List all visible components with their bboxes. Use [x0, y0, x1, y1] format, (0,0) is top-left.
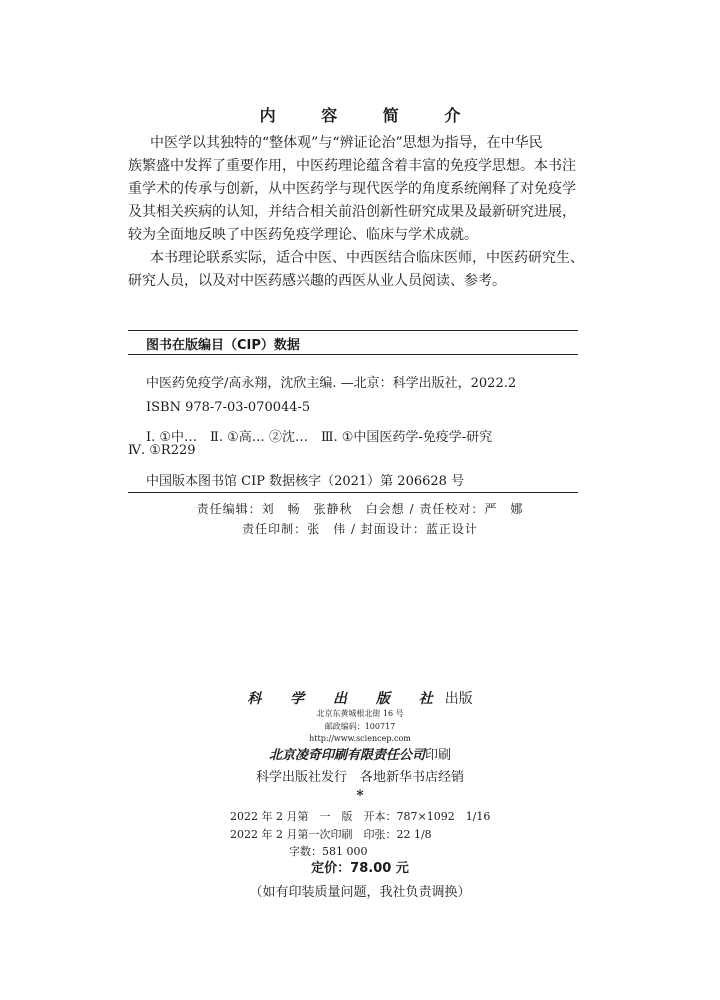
cip-heading: 图书在版编目（CIP）数据: [146, 338, 300, 353]
publisher-postcode: 邮政编码：100717: [324, 722, 396, 731]
printer-line: [0, 744, 720, 763]
intro-line: 及其相关疾病的认知，并结合相关前沿创新性研究成果及最新研究进展，: [128, 204, 576, 220]
publisher-line: [0, 688, 720, 708]
cip-title-line: 中医药免疫学/高永翔，沈欣主编. —北京：科学出版社，2022.2: [146, 376, 517, 391]
separator-star: *: [356, 788, 364, 804]
intro-line: 族繁盛中发挥了重要作用，中医药理论蕴含着丰富的免疫学思想。本书注: [128, 158, 576, 174]
distribution-line: 科学出版社发行 各地新华书店经销: [255, 770, 464, 785]
word-count: 字数：581 000: [289, 845, 368, 858]
cip-subject-line: Ⅳ. ①R229: [128, 443, 196, 458]
publisher-website: http://www.sciencep.com: [309, 734, 411, 743]
cip-bottom-rule: [128, 492, 578, 493]
intro-line: 本书理论联系实际，适合中医、中西医结合临床医师，中医药研究生、: [150, 250, 584, 266]
editor-credits: 责任编辑：刘 畅 张静秋 白会想 / 责任校对：严 娜: [196, 502, 524, 516]
intro-line: 较为全面地反映了中医药免疫学理论、临床与学术成就。: [128, 227, 478, 243]
introduction-text: [128, 132, 598, 293]
cip-heading-rule: [128, 354, 578, 355]
edition-info: 2022 年 2 月第 一 版 开本：787×1092 1/16: [230, 810, 491, 823]
intro-line: 研究人员，以及对中医药感兴趣的西医从业人员阅读、参考。: [128, 273, 506, 289]
cip-subject-line: Ⅰ. ①中… Ⅱ. ①高… ②沈… Ⅲ. ①中国医药学-免疫学-研究: [146, 430, 493, 445]
intro-line: 中医学以其独特的“整体观”与“辨证论治”思想为指导，在中华民: [150, 135, 543, 151]
publisher-suffix: 出版: [444, 691, 473, 707]
printer-suffix: 印刷: [425, 748, 452, 763]
cip-check-number: 中国版本图书馆 CIP 数据核字（2021）第 206628 号: [146, 474, 465, 489]
printer-name: 北京凌奇印刷有限责任公司: [268, 748, 425, 763]
quality-notice: （如有印装质量问题，我社负责调换）: [249, 885, 471, 900]
price: 定价：78.00 元: [311, 861, 409, 876]
cip-isbn: ISBN 978-7-03-070044-5: [146, 400, 311, 415]
publisher-name: 科 学 出 版 社: [247, 691, 445, 707]
printing-info: 2022 年 2 月第一次印刷 印张：22 1/8: [230, 828, 432, 841]
publisher-address: 北京东黄城根北街 16 号: [316, 709, 404, 718]
printing-credits: 责任印制：张 伟 / 封面设计：蓝正设计: [242, 522, 478, 536]
cip-top-rule: [128, 330, 578, 331]
page-title: 内 容 简 介: [259, 106, 481, 125]
intro-line: 重学术的传承与创新，从中医药学与现代医学的角度系统阐释了对免疫学: [128, 181, 576, 197]
